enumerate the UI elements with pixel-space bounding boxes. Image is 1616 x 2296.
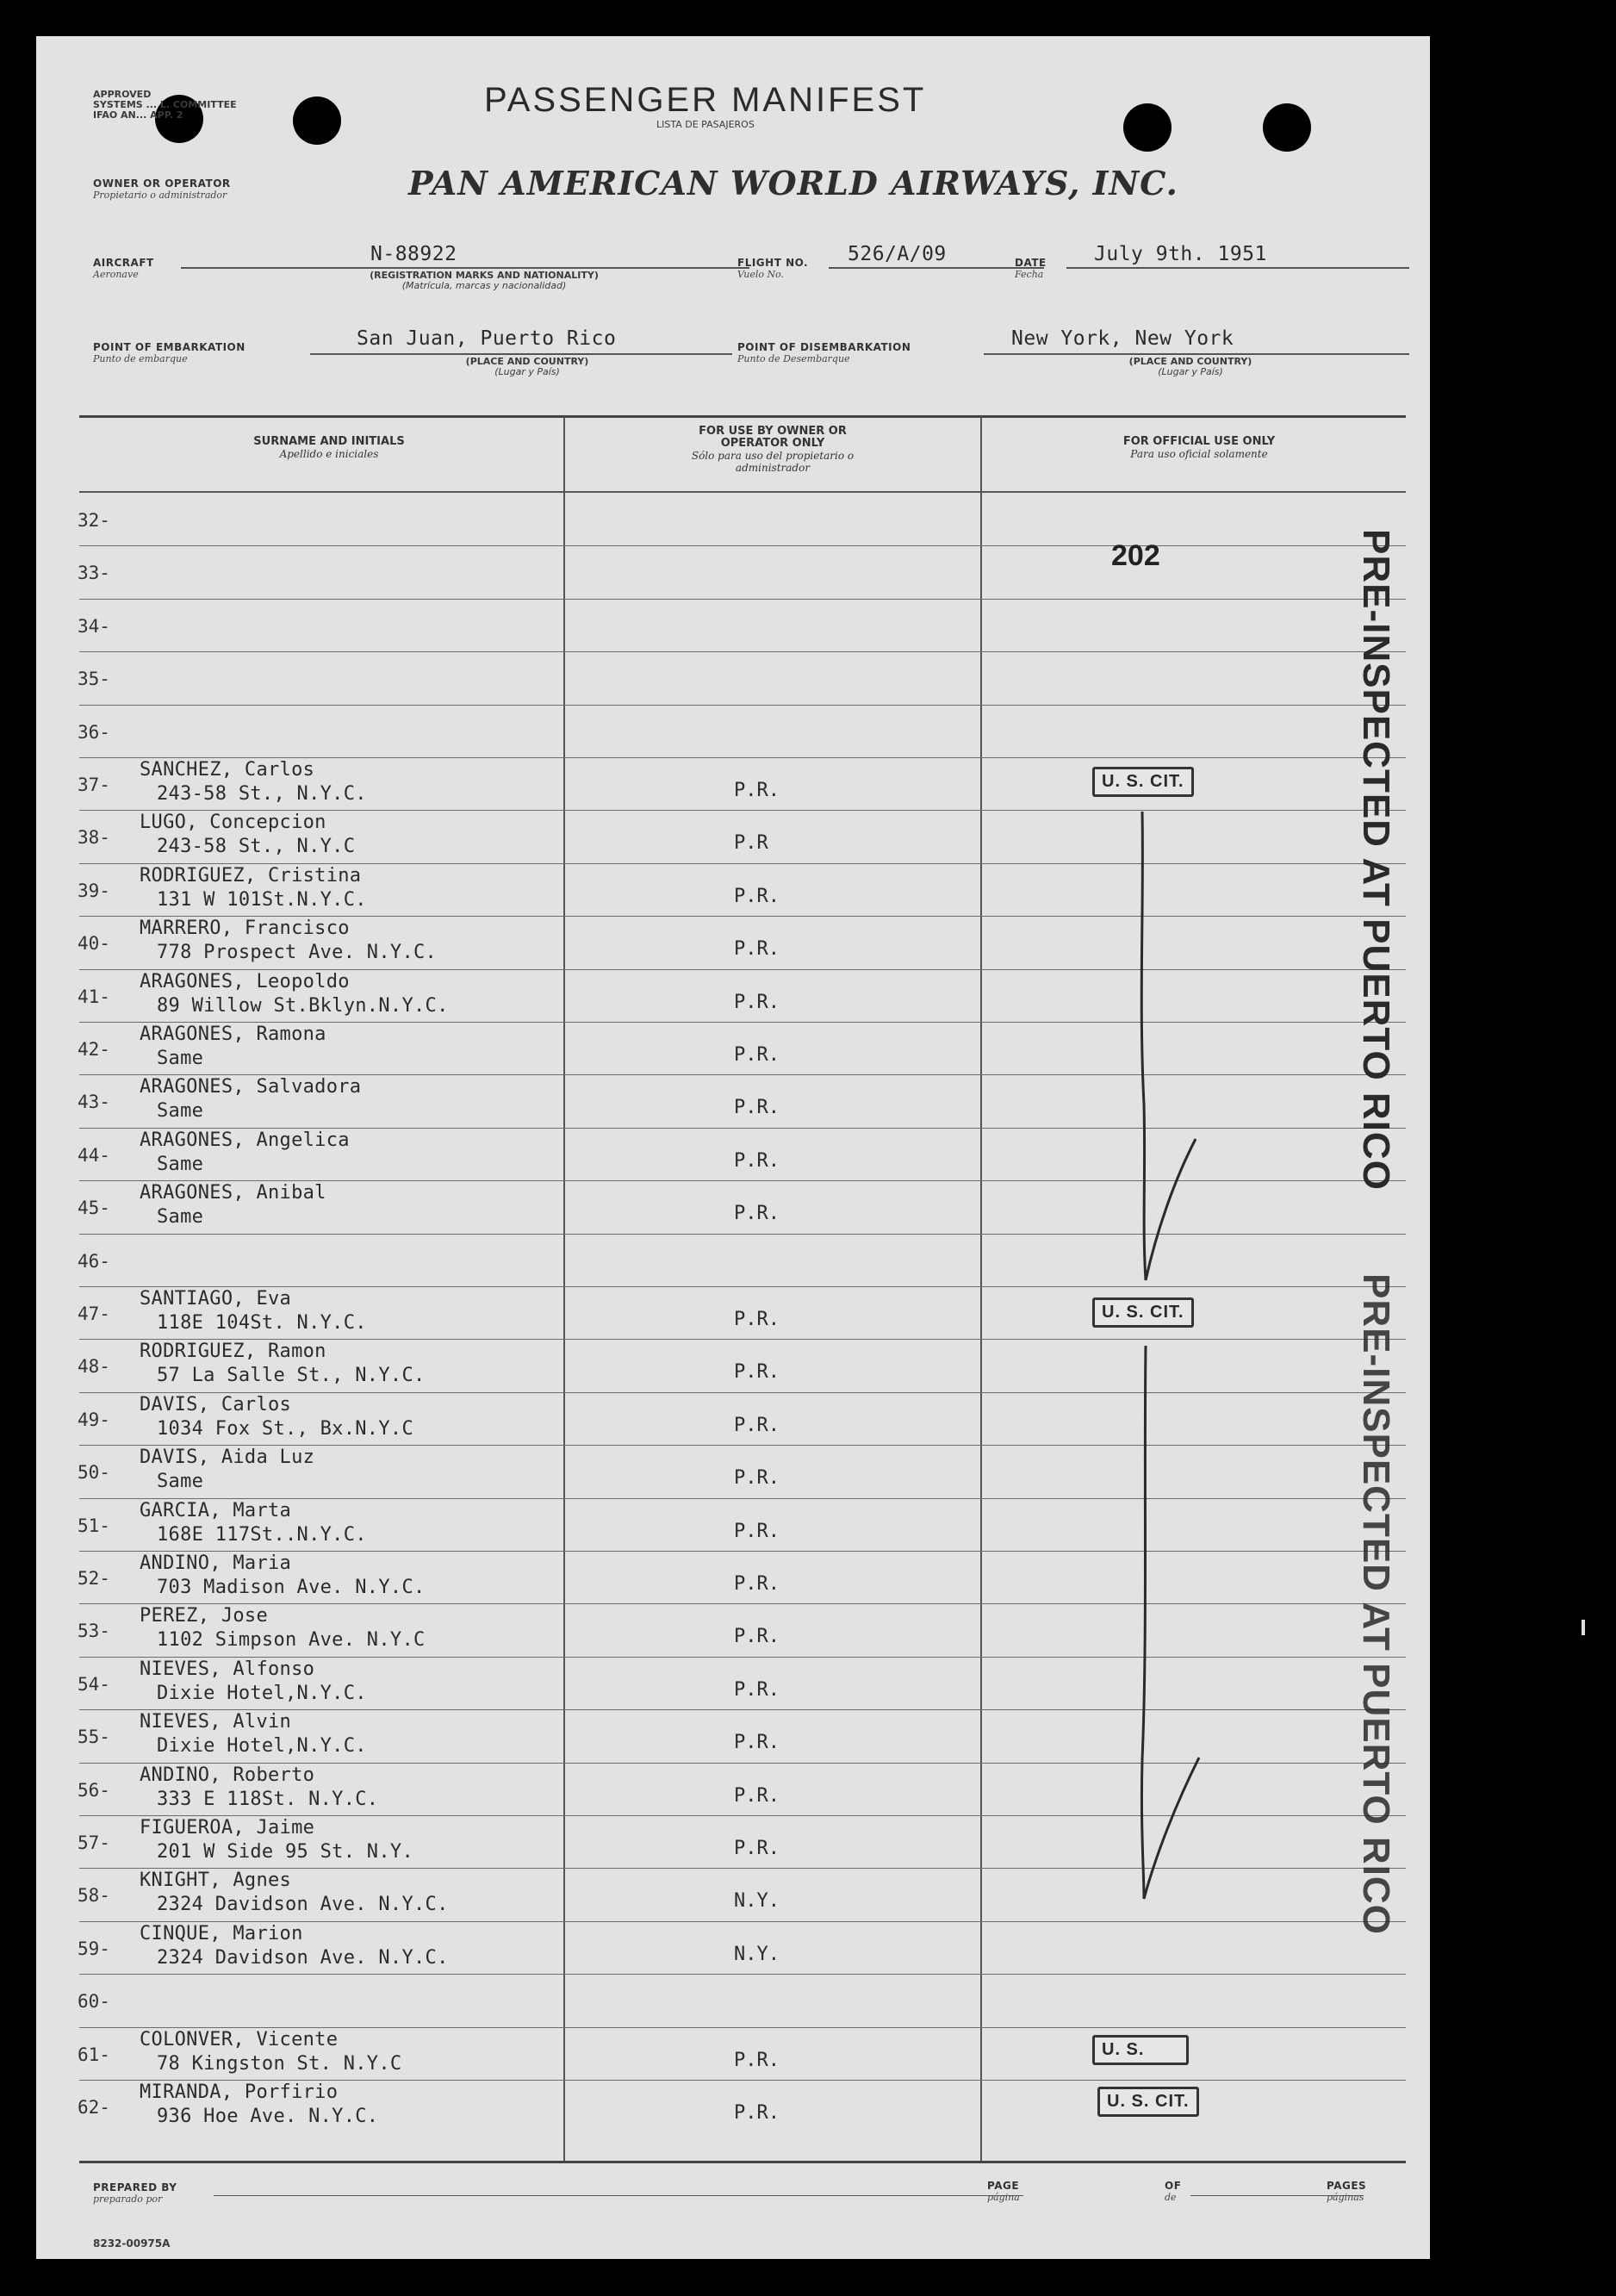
passenger-address: 243-58 St., N.Y.C <box>157 836 356 858</box>
approval-line: APPROVED <box>93 89 152 100</box>
passenger-name: SANCHEZ, Carlos <box>140 759 315 781</box>
passenger-address: 1102 Simpson Ave. N.Y.C <box>157 1629 426 1652</box>
owner-code: P.R. <box>734 1309 780 1330</box>
row-number: 41- <box>78 986 110 1007</box>
row-number: 46- <box>78 1250 110 1272</box>
row-number: 57- <box>78 1832 110 1853</box>
row-number: 54- <box>78 1673 110 1695</box>
owner-label: OWNER OR OPERATOR Propietario o administrador <box>93 177 231 201</box>
passenger-address: Dixie Hotel,N.Y.C. <box>157 1682 367 1704</box>
underline <box>310 353 732 355</box>
row-number: 44- <box>78 1144 110 1166</box>
table-top-border <box>79 415 1406 418</box>
row-number: 56- <box>78 1779 110 1801</box>
owner-code: N.Y. <box>734 1890 780 1913</box>
passenger-name: ANDINO, Roberto <box>140 1764 315 1786</box>
row-number: 58- <box>78 1885 110 1907</box>
row-number: 48- <box>78 1356 110 1378</box>
owner-code: P.R. <box>734 991 780 1013</box>
passenger-name: ARAGONES, Leopoldo <box>140 970 350 992</box>
punch-hole <box>1263 103 1311 152</box>
owner-code: P.R <box>734 832 768 855</box>
embark-value: San Juan, Puerto Rico <box>357 327 617 350</box>
check-marks <box>1070 777 1294 2035</box>
registration-note: (REGISTRATION MARKS AND NATIONALITY) (Matrícula, marcas y nacionalidad) <box>370 270 599 291</box>
passenger-name: ARAGONES, Ramona <box>140 1024 326 1045</box>
passenger-address: Same <box>157 1206 204 1229</box>
prepared-by: PREPARED BY preparado por <box>93 2181 177 2205</box>
row-number: 52- <box>78 1568 110 1589</box>
owner-code: P.R. <box>734 2102 780 2124</box>
flight-label: FLIGHT NO. Vuelo No. <box>737 257 809 280</box>
header-separator <box>79 491 1406 493</box>
flight-value: 526/A/09 <box>848 243 947 265</box>
approval-line: SYSTEMS ... L. COMMITTEE <box>93 99 237 110</box>
underline <box>181 267 749 269</box>
owner-code: P.R. <box>734 1573 780 1595</box>
owner-code: P.R. <box>734 1414 780 1436</box>
us-cit-stamp: U. S. <box>1092 2035 1189 2065</box>
underline <box>829 267 1044 269</box>
row-divider <box>79 599 1406 600</box>
place-note: (PLACE AND COUNTRY) (Lugar y País) <box>465 356 589 377</box>
column-header-official: FOR OFFICIAL USE ONLY Para uso oficial solamente <box>1122 435 1276 460</box>
row-number: 38- <box>78 827 110 849</box>
row-number: 47- <box>78 1304 110 1324</box>
row-number: 62- <box>78 2097 110 2118</box>
passenger-address: 168E 117St..N.Y.C. <box>157 1523 367 1546</box>
passenger-address: 2324 Davidson Ave. N.Y.C. <box>157 1946 449 1969</box>
passenger-address: Same <box>157 1100 204 1123</box>
passenger-name: MIRANDA, Porfirio <box>140 2081 339 2103</box>
row-number: 55- <box>78 1727 110 1748</box>
page-label: PAGE página <box>987 2180 1020 2203</box>
us-cit-stamp: U. S. CIT. <box>1092 1297 1194 1328</box>
passenger-name: FIGUEROA, Jaime <box>140 1817 315 1839</box>
passenger-address: Dixie Hotel,N.Y.C. <box>157 1735 367 1758</box>
passenger-name: NIEVES, Alvin <box>140 1711 292 1733</box>
underline <box>1066 267 1409 269</box>
owner-code: P.R. <box>734 885 780 907</box>
passenger-name: KNIGHT, Agnes <box>140 1870 292 1892</box>
passenger-name: SANTIAGO, Eva <box>140 1288 292 1310</box>
column-header-surname: SURNAME AND INITIALS Apellido e iniciales <box>253 435 405 460</box>
owner-code: P.R. <box>734 1732 780 1754</box>
disembark-label: POINT OF DISEMBARKATION Punto de Desembarque <box>737 341 911 364</box>
preinspected-stamp: PRE-INSPECTED AT PUERTO RICO <box>1355 1273 1397 1935</box>
passenger-address: Same <box>157 1153 204 1175</box>
owner-code: P.R. <box>734 1203 780 1225</box>
passenger-address: 57 La Salle St., N.Y.C. <box>157 1365 426 1387</box>
embark-label: POINT OF EMBARKATION Punto de embarque <box>93 341 246 364</box>
owner-code: P.R. <box>734 2049 780 2071</box>
row-number: 33- <box>78 563 110 584</box>
row-number: 49- <box>78 1409 110 1430</box>
passenger-name: GARCIA, Marta <box>140 1499 292 1521</box>
airline-name: PAN AMERICAN WORLD AIRWAYS, INC. <box>408 164 1178 202</box>
edge-mark <box>1582 1620 1585 1635</box>
form-number: 8232-00975A <box>93 2237 171 2249</box>
passenger-name: ARAGONES, Angelica <box>140 1129 350 1151</box>
passenger-name: LUGO, Concepcion <box>140 812 326 834</box>
aircraft-label: AIRCRAFT Aeronave <box>93 257 154 280</box>
passenger-name: RODRIGUEZ, Cristina <box>140 864 362 887</box>
passenger-name: ARAGONES, Anibal <box>140 1182 326 1204</box>
passenger-address: Same <box>157 1471 204 1493</box>
row-divider <box>79 651 1406 652</box>
row-number: 34- <box>78 615 110 637</box>
pages-label: PAGES páginas <box>1327 2180 1367 2203</box>
row-divider <box>79 545 1406 546</box>
passenger-name: RODRIGUEZ, Ramon <box>140 1341 326 1363</box>
row-number: 42- <box>78 1039 110 1060</box>
owner-code: N.Y. <box>734 1943 780 1965</box>
owner-code: P.R. <box>734 938 780 961</box>
passenger-name: CINQUE, Marion <box>140 1922 303 1944</box>
page-title: PASSENGER MANIFEST <box>484 81 927 119</box>
passenger-address: 201 W Side 95 St. N.Y. <box>157 1841 413 1863</box>
passenger-address: 118E 104St. N.Y.C. <box>157 1312 367 1334</box>
row-number: 50- <box>78 1462 110 1484</box>
punch-hole <box>293 96 341 145</box>
owner-code: P.R. <box>734 1149 780 1172</box>
owner-code: P.R. <box>734 1520 780 1542</box>
passenger-name: ARAGONES, Salvadora <box>140 1076 362 1098</box>
table-bottom-border <box>79 2161 1406 2163</box>
owner-code: P.R. <box>734 1361 780 1384</box>
us-cit-stamp: U. S. CIT. <box>1092 767 1194 797</box>
row-number: 59- <box>78 1938 110 1959</box>
passenger-address: Same <box>157 1048 204 1069</box>
passenger-address: 243-58 St., N.Y.C. <box>157 783 367 805</box>
row-number: 36- <box>78 721 110 743</box>
row-divider <box>79 2080 1406 2081</box>
row-divider <box>79 705 1406 706</box>
row-number: 61- <box>78 2044 110 2065</box>
passenger-address: 333 E 118St. N.Y.C. <box>157 1788 379 1810</box>
passenger-name: DAVIS, Carlos <box>140 1393 292 1416</box>
owner-code: P.R. <box>734 1626 780 1648</box>
bracket-line <box>1141 812 1146 1280</box>
passenger-address: 78 Kingston St. N.Y.C <box>157 2052 402 2075</box>
row-number: 51- <box>78 1515 110 1536</box>
official-number: 202 <box>1111 539 1160 572</box>
column-header-owner-use: FOR USE BY OWNER OR OPERATOR ONLY Sólo para uso del propietario o administrador <box>691 425 855 474</box>
owner-code: P.R. <box>734 1097 780 1119</box>
passenger-name: NIEVES, Alfonso <box>140 1658 315 1680</box>
column-divider <box>563 417 565 2161</box>
bracket-line <box>1141 1346 1146 1899</box>
approval-line: IFAO AN... APP. 2 <box>93 109 183 121</box>
row-number: 40- <box>78 933 110 955</box>
check-mark <box>1144 1758 1199 1899</box>
aircraft-value: N-88922 <box>370 243 457 265</box>
preinspected-stamp: PRE-INSPECTED AT PUERTO RICO <box>1355 529 1397 1191</box>
row-number: 60- <box>78 1991 110 2013</box>
passenger-address: 936 Hoe Ave. N.Y.C. <box>157 2106 379 2127</box>
disembark-value: New York, New York <box>1011 327 1234 350</box>
passenger-address: 1034 Fox St., Bx.N.Y.C <box>157 1417 413 1440</box>
passenger-name: COLONVER, Vicente <box>140 2028 339 2050</box>
passenger-address: 89 Willow St.Bklyn.N.Y.C. <box>157 994 449 1017</box>
passenger-address: 131 W 101St.N.Y.C. <box>157 888 367 911</box>
underline <box>984 353 1409 355</box>
owner-code: P.R. <box>734 1838 780 1859</box>
row-number: 35- <box>78 669 110 690</box>
of-label: OF de <box>1165 2180 1182 2203</box>
page-title-es: LISTA DE PASAJEROS <box>656 119 755 130</box>
underline <box>214 2195 1023 2196</box>
row-number: 39- <box>78 880 110 901</box>
date-value: July 9th. 1951 <box>1094 243 1267 265</box>
date-label: DATE Fecha <box>1015 257 1047 280</box>
row-number: 43- <box>78 1092 110 1113</box>
row-number: 32- <box>78 510 110 531</box>
passenger-address: 2324 Davidson Ave. N.Y.C. <box>157 1894 449 1916</box>
row-number: 53- <box>78 1621 110 1642</box>
passenger-address: 778 Prospect Ave. N.Y.C. <box>157 942 438 964</box>
approval-block <box>93 90 237 121</box>
passenger-name: MARRERO, Francisco <box>140 918 350 940</box>
passenger-name: DAVIS, Aida Luz <box>140 1447 315 1469</box>
manifest-sheet <box>36 36 1430 2259</box>
row-number: 37- <box>78 775 110 795</box>
owner-code: P.R. <box>734 1678 780 1701</box>
row-number: 45- <box>78 1198 110 1219</box>
owner-code: P.R. <box>734 1467 780 1490</box>
passenger-address: 703 Madison Ave. N.Y.C. <box>157 1577 426 1598</box>
place-note: (PLACE AND COUNTRY) (Lugar y País) <box>1128 356 1252 377</box>
owner-code: P.R. <box>734 1784 780 1807</box>
check-mark <box>1146 1139 1196 1280</box>
punch-hole <box>1123 103 1172 152</box>
column-divider <box>980 417 982 2161</box>
row-divider <box>79 757 1406 758</box>
owner-code: P.R. <box>734 780 780 801</box>
passenger-name: ANDINO, Maria <box>140 1552 292 1574</box>
us-cit-stamp: U. S. CIT. <box>1097 2087 1199 2117</box>
passenger-name: PEREZ, Jose <box>140 1605 268 1627</box>
owner-code: P.R. <box>734 1044 780 1066</box>
